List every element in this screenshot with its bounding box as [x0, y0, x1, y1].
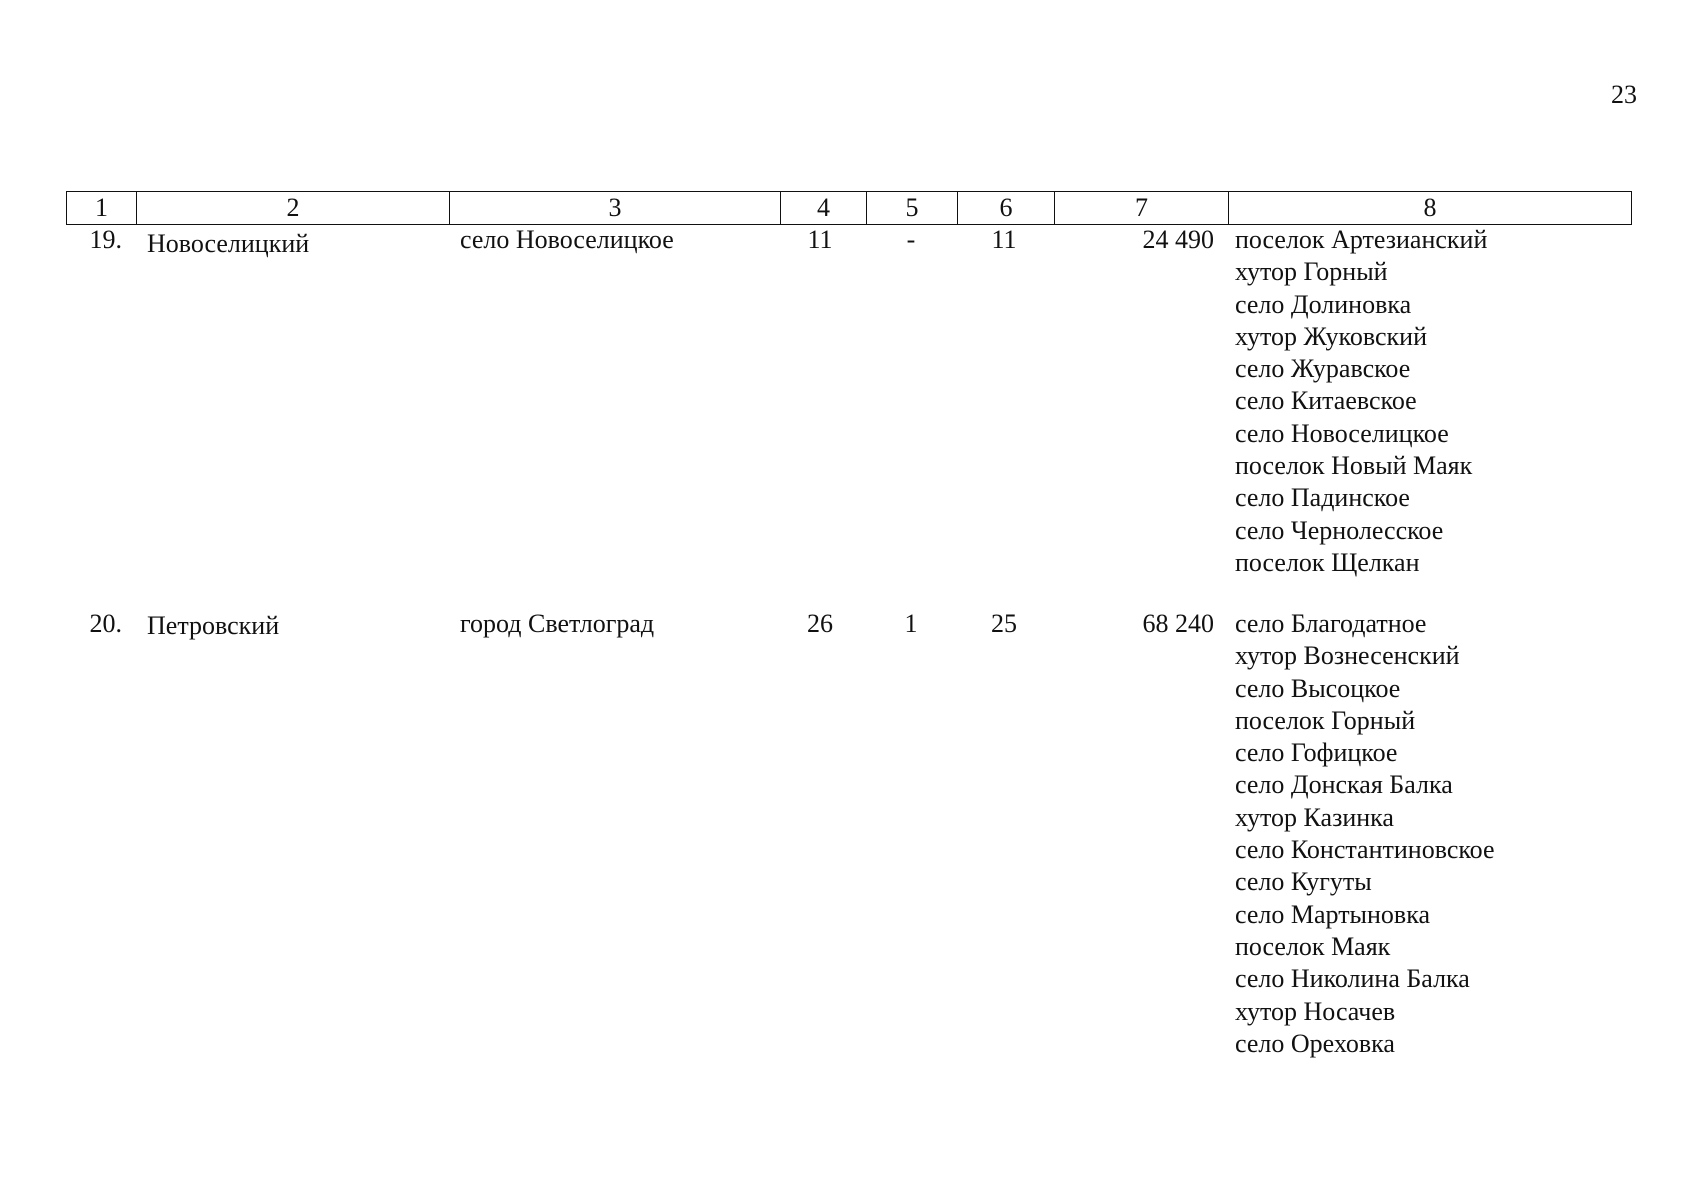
page-number: 23 [1611, 80, 1637, 109]
settlement-list [1235, 608, 1495, 1060]
administrative-center: город Светлоград [460, 609, 655, 638]
settlement-item: село Мартыновка [1235, 899, 1430, 929]
settlement-item: село Новоселицкое [1235, 418, 1449, 448]
settlement-item: село Ореховка [1235, 1028, 1395, 1058]
settlement-item: хутор Носачев [1235, 996, 1396, 1026]
settlement-item: село Благодатное [1235, 609, 1427, 638]
administrative-center: село Новоселицкое [460, 225, 674, 254]
settlement-item: село Донская Балка [1235, 770, 1453, 800]
column-header-8: 8 [1229, 192, 1632, 225]
settlement-item: поселок Маяк [1235, 931, 1391, 961]
settlement-item: село Долиновка [1235, 289, 1412, 319]
settlement-item: село Журавское [1235, 354, 1411, 384]
column-7-value: 68 240 [1142, 609, 1214, 638]
district-name: Петровский [147, 611, 280, 640]
settlement-item: хутор Казинка [1235, 802, 1394, 832]
column-header-6: 6 [958, 192, 1055, 225]
settlement-item: село Кугуты [1235, 867, 1372, 897]
settlement-item: хутор Горный [1235, 257, 1388, 287]
settlement-item: село Николина Балка [1235, 964, 1470, 994]
column-7-value: 24 490 [1142, 225, 1214, 254]
settlement-item: село Падинское [1235, 483, 1410, 513]
column-header-3: 3 [450, 192, 781, 225]
column-header-2: 2 [137, 192, 450, 225]
row-number: 20. [89, 609, 122, 638]
settlement-item: село Чернолесское [1235, 515, 1444, 545]
column-6-value: 25 [991, 609, 1017, 638]
settlement-item: село Гофицкое [1235, 738, 1398, 768]
settlement-item: село Китаевское [1235, 386, 1417, 416]
settlement-item: село Константиновское [1235, 835, 1495, 865]
settlement-item: хутор Вознесенский [1235, 641, 1460, 671]
column-4-value: 26 [807, 609, 833, 638]
district-name: Новоселицкий [147, 229, 310, 258]
column-header-7: 7 [1055, 192, 1229, 225]
settlement-item: поселок Новый Маяк [1235, 451, 1473, 481]
settlement-item: поселок Щелкан [1235, 547, 1420, 577]
settlement-list [1235, 224, 1487, 579]
column-6-value: 11 [991, 225, 1017, 254]
column-header-4: 4 [781, 192, 867, 225]
column-header-1: 1 [67, 192, 137, 225]
settlement-item: поселок Артезианский [1235, 225, 1488, 254]
settlement-item: хутор Жуковский [1235, 321, 1427, 351]
column-4-value: 11 [807, 225, 833, 254]
column-header-row [66, 191, 1632, 225]
row-number: 19. [89, 225, 122, 254]
column-5-value: 1 [904, 609, 918, 638]
column-5-value: - [906, 225, 916, 254]
settlement-item: поселок Горный [1235, 705, 1416, 735]
settlement-item: село Высоцкое [1235, 673, 1401, 703]
column-header-5: 5 [867, 192, 958, 225]
